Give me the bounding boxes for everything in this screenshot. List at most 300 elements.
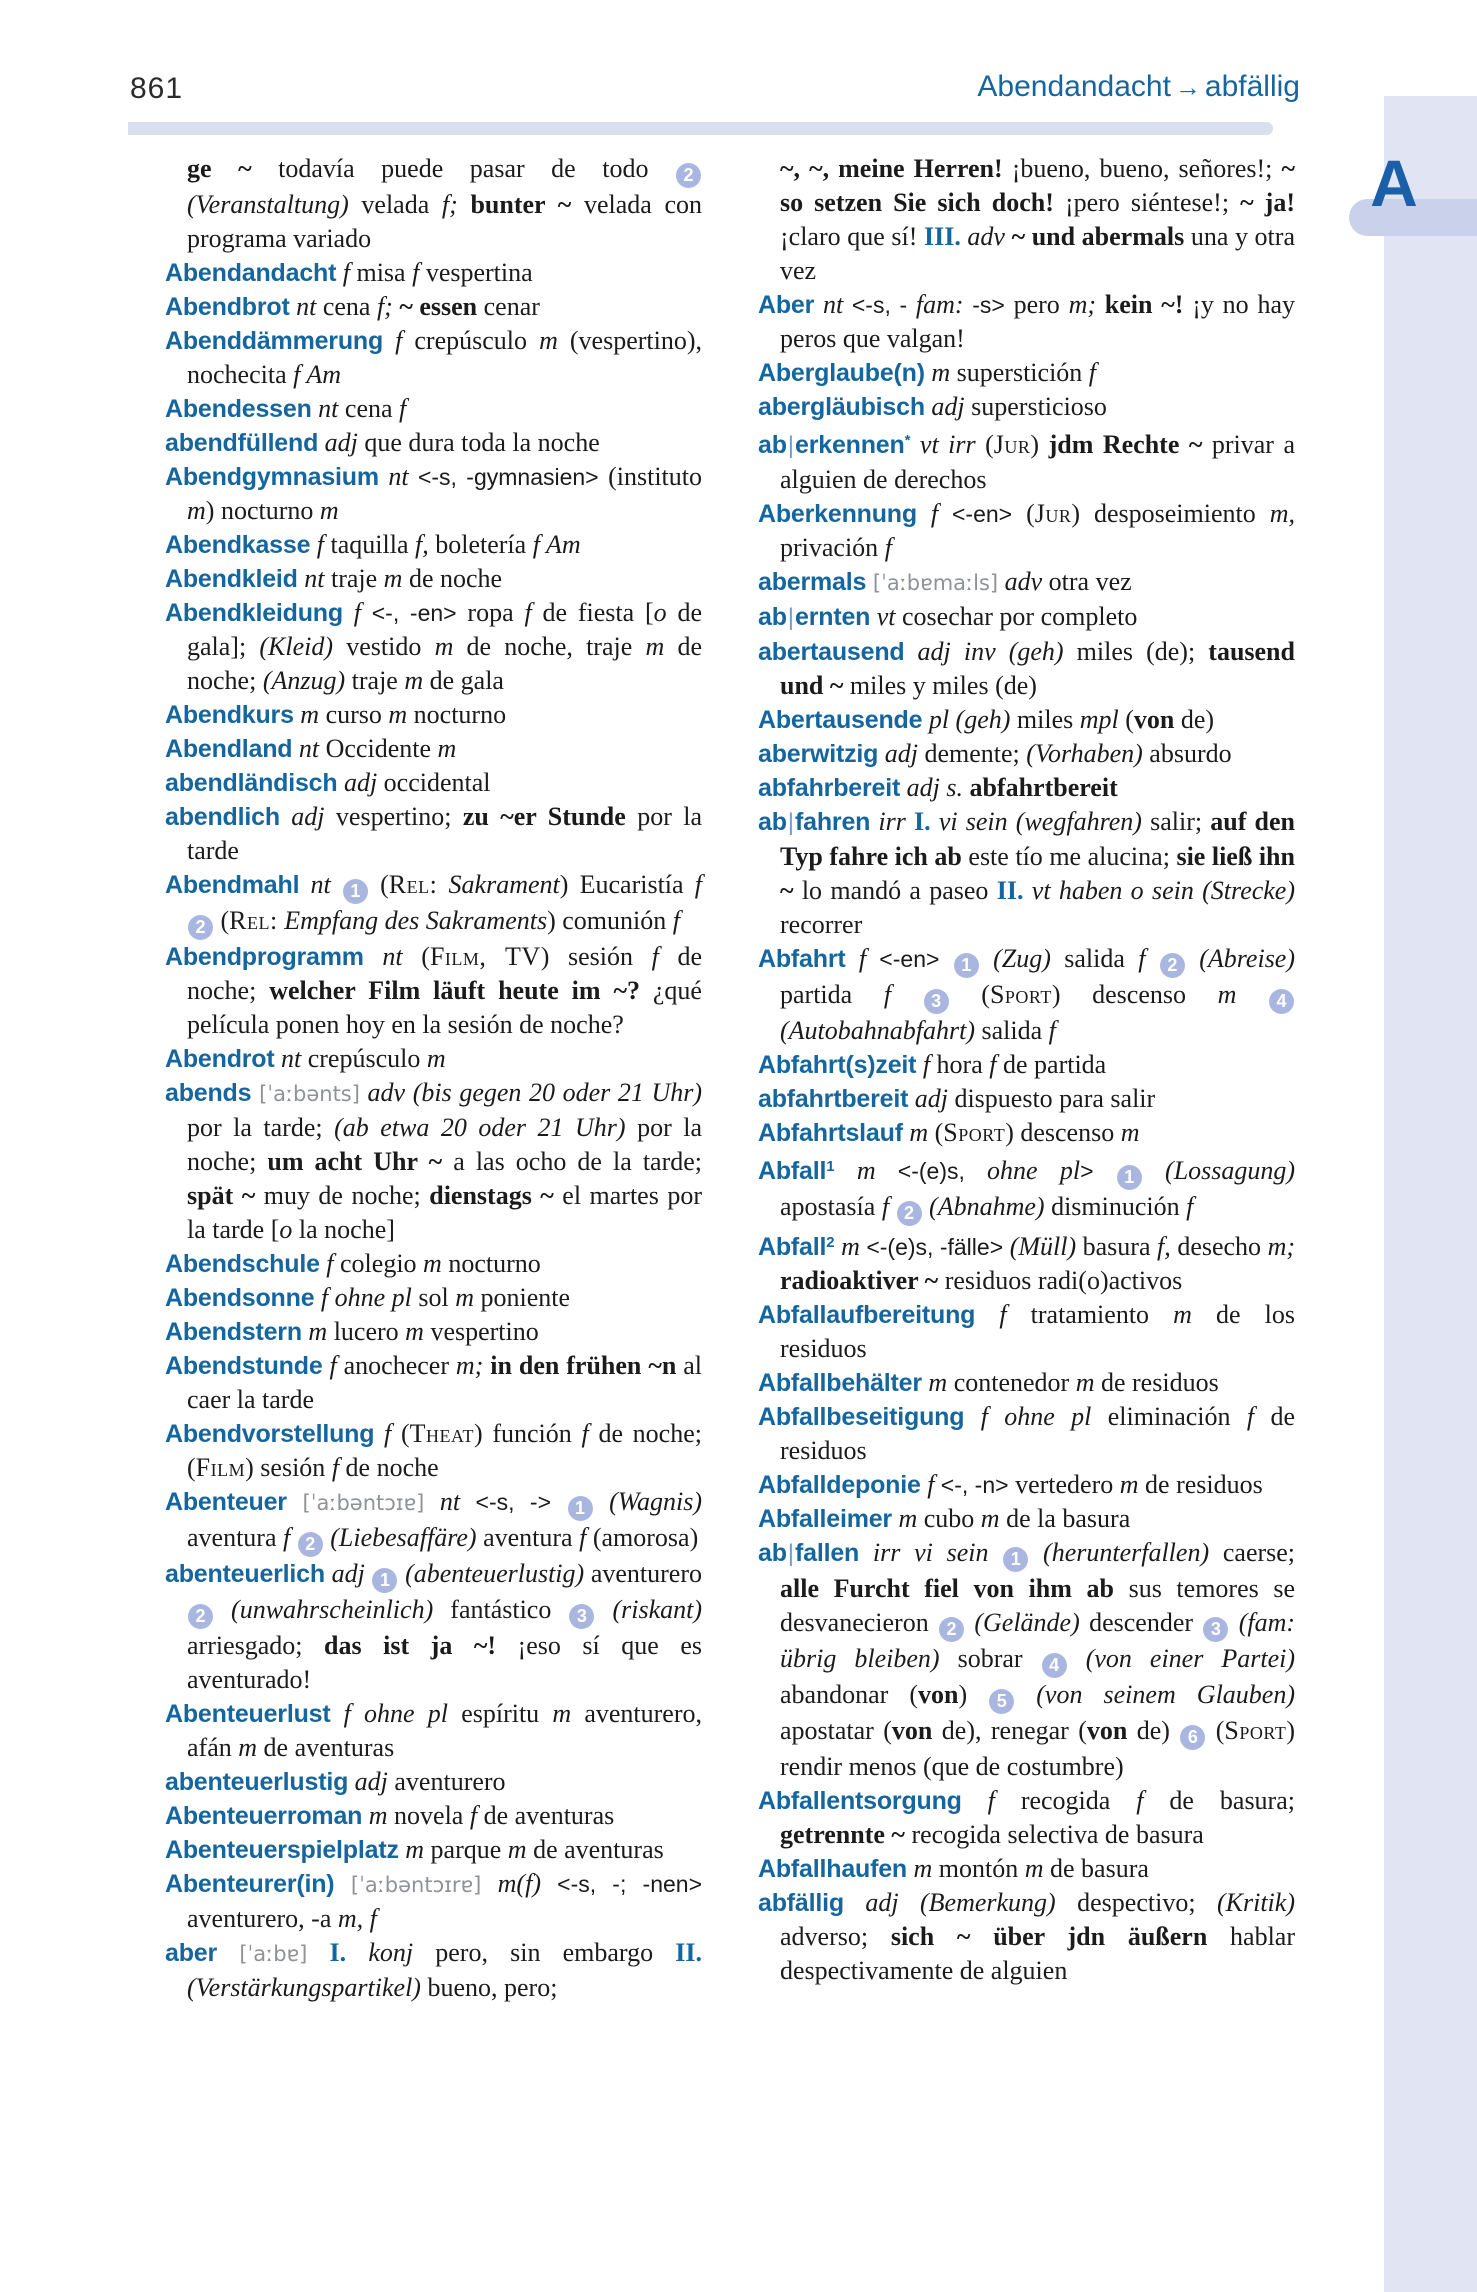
inflection-info: <-s, -gymnasien> bbox=[408, 464, 599, 490]
translation-text: Occidente bbox=[319, 734, 438, 763]
dictionary-entry bbox=[165, 1315, 702, 1349]
grammar-label: m bbox=[1075, 1368, 1095, 1397]
grammar-label: m bbox=[834, 1232, 860, 1261]
sense-gloss: (Vorhaben) bbox=[1026, 739, 1143, 768]
translation-text: recogida bbox=[994, 1786, 1137, 1815]
grammar-label: m bbox=[301, 1317, 328, 1346]
translation-text: la noche] bbox=[292, 1215, 395, 1244]
sense-gloss: fam: bbox=[915, 290, 964, 319]
roman-numeral: II. bbox=[996, 876, 1024, 905]
headword: ab bbox=[758, 603, 787, 631]
headword: Abendsonne bbox=[165, 1284, 315, 1312]
translation-text: montón bbox=[932, 1854, 1025, 1883]
sense-gloss: (Kleid) bbox=[259, 632, 334, 661]
grammar-label: ohne pl bbox=[987, 1156, 1081, 1185]
translation-text: ) bbox=[958, 1680, 989, 1709]
guide-word-to: abfällig bbox=[1204, 70, 1300, 103]
translation-text: dispuesto para salir bbox=[947, 1084, 1156, 1113]
grammar-label: f bbox=[283, 1523, 291, 1552]
translation-text: novela bbox=[387, 1801, 470, 1830]
translation-text: apostatar ( bbox=[780, 1716, 892, 1745]
grammar-label: m bbox=[907, 1854, 933, 1883]
sense-number-badge: 3 bbox=[1203, 1617, 1228, 1642]
header-rule bbox=[128, 122, 1273, 135]
dictionary-entry bbox=[758, 1852, 1295, 1886]
dictionary-entry bbox=[165, 324, 702, 392]
inflection-info: <-s, -; -nen> bbox=[540, 1871, 702, 1897]
translation-text: pero bbox=[1004, 290, 1069, 319]
sense-gloss: (Müll) bbox=[1009, 1232, 1077, 1261]
example-phrase: von bbox=[918, 1680, 959, 1709]
translation-text: de) bbox=[1127, 1716, 1180, 1745]
translation-text: despectivo; bbox=[1055, 1888, 1217, 1917]
translation-text: miles bbox=[1010, 705, 1080, 734]
translation-text: curso bbox=[319, 700, 389, 729]
dictionary-entry bbox=[165, 1349, 702, 1417]
grammar-label: m, f bbox=[337, 1904, 377, 1933]
headword: abendlich bbox=[165, 803, 280, 831]
grammar-label: f bbox=[1186, 1192, 1194, 1221]
headword: Abfallentsorgung bbox=[758, 1787, 962, 1815]
grammar-label: f bbox=[961, 1786, 995, 1815]
headword-divider: | bbox=[787, 1540, 795, 1567]
dictionary-entry bbox=[165, 1697, 702, 1765]
dictionary-entry bbox=[165, 1042, 702, 1076]
grammar-label: f bbox=[884, 533, 892, 562]
translation-text: de basura; bbox=[1143, 1786, 1295, 1815]
subject-label: Jur bbox=[1034, 499, 1072, 528]
translation-text: bueno, pero; bbox=[420, 1973, 558, 2002]
dictionary-entry bbox=[758, 1150, 1295, 1226]
example-phrase: alle Furcht fiel von ihm ab bbox=[780, 1574, 1114, 1603]
translation-text: ) función bbox=[474, 1419, 582, 1448]
dictionary-entry bbox=[758, 1502, 1295, 1536]
translation-text: vespertino; bbox=[324, 802, 463, 831]
headword-superscript: 2 bbox=[826, 1234, 835, 1251]
grammar-label: f bbox=[524, 598, 532, 627]
grammar-label: adj inv bbox=[904, 637, 996, 666]
sense-number-badge: 6 bbox=[1180, 1725, 1205, 1750]
sense-gloss: (von seinem Glauben) bbox=[1036, 1680, 1295, 1709]
example-phrase: zu ~er Stunde bbox=[462, 802, 626, 831]
example-phrase: ~, ~, meine Herren! bbox=[780, 154, 1003, 183]
translation-text: de gala bbox=[423, 666, 504, 695]
translation-text: crepúsculo bbox=[402, 326, 540, 355]
phonetic-transcription: [ˈaːbɐ] bbox=[217, 1942, 308, 1966]
dictionary-entry bbox=[758, 703, 1295, 737]
translation-text: residuos radi(o)activos bbox=[938, 1266, 1183, 1295]
translation-text: este tío me alucina; bbox=[961, 842, 1177, 871]
grammar-label: m bbox=[293, 700, 320, 729]
sense-number-badge: 5 bbox=[989, 1689, 1014, 1714]
translation-text bbox=[980, 944, 993, 973]
grammar-label: adv bbox=[359, 1078, 406, 1107]
sense-gloss: (bis gegen 20 oder 21 Uhr) bbox=[405, 1078, 703, 1107]
sense-gloss: o bbox=[279, 1215, 293, 1244]
sense-gloss: (Liebesaffäre) bbox=[330, 1523, 477, 1552]
sense-gloss: (Anzug) bbox=[262, 666, 346, 695]
dictionary-entry bbox=[758, 1226, 1295, 1298]
translation-text: de noche bbox=[402, 564, 503, 593]
headword: Abfallbehälter bbox=[758, 1369, 922, 1397]
subject-label: Sport bbox=[1224, 1716, 1287, 1745]
translation-text: de aventuras bbox=[257, 1733, 395, 1762]
dictionary-entry bbox=[165, 1799, 702, 1833]
dictionary-entry bbox=[165, 290, 702, 324]
sense-gloss: (Kritik) bbox=[1216, 1888, 1295, 1917]
example-phrase: kein ~! bbox=[1096, 290, 1184, 319]
translation-text: traje bbox=[345, 666, 405, 695]
headword: Abertausende bbox=[758, 706, 923, 734]
translation-text: de), renegar ( bbox=[932, 1716, 1087, 1745]
subject-label: Sport bbox=[943, 1118, 1006, 1147]
headword: Abendland bbox=[165, 735, 293, 763]
translation-text: pero, sin embargo bbox=[413, 1938, 676, 1967]
translation-text: ) rendir menos (que de costumbre) bbox=[780, 1716, 1295, 1781]
translation-text: ( bbox=[928, 1118, 944, 1147]
grammar-label: f bbox=[310, 530, 325, 559]
headword: Abendmahl bbox=[165, 871, 300, 899]
translation-text: apostasía bbox=[780, 1192, 882, 1221]
example-phrase: sich ~ über jdn äußern bbox=[890, 1922, 1208, 1951]
grammar-label: f; bbox=[441, 190, 458, 219]
grammar-label: m bbox=[398, 1835, 425, 1864]
sense-gloss: (Wagnis) bbox=[609, 1487, 703, 1516]
grammar-label: nt bbox=[289, 292, 317, 321]
dictionary-entry bbox=[758, 1116, 1295, 1150]
dictionary-entry bbox=[758, 805, 1295, 942]
headword: Aber bbox=[758, 291, 815, 319]
grammar-label: vi sein bbox=[930, 807, 1008, 836]
translation-text: sol bbox=[411, 1283, 456, 1312]
grammar-label: m bbox=[238, 1733, 258, 1762]
dictionary-entry bbox=[758, 390, 1295, 424]
headword: ab bbox=[758, 808, 787, 836]
grammar-label: m bbox=[891, 1504, 918, 1533]
sense-gloss: Empfang des Sakraments bbox=[277, 906, 548, 935]
headword-superscript: * bbox=[904, 432, 911, 449]
headword-divider: | bbox=[787, 809, 795, 836]
translation-text: ) sesión bbox=[540, 942, 652, 971]
headword: abfällig bbox=[758, 1889, 844, 1917]
headword: aber bbox=[165, 1939, 218, 1967]
subject-label: Jur bbox=[993, 430, 1031, 459]
grammar-label: m bbox=[1119, 1470, 1139, 1499]
grammar-label: m bbox=[437, 734, 457, 763]
dictionary-entry bbox=[165, 698, 702, 732]
translation-text: crepúsculo bbox=[301, 1044, 427, 1073]
sense-gloss: o bbox=[653, 598, 667, 627]
translation-text: de residuos bbox=[780, 1402, 1295, 1465]
translation-text: contenedor bbox=[947, 1368, 1076, 1397]
grammar-label: m bbox=[319, 496, 339, 525]
example-phrase: von bbox=[1133, 705, 1175, 734]
dictionary-entry bbox=[758, 1082, 1295, 1116]
inflection-info: > bbox=[1080, 1158, 1094, 1184]
translation-text: ropa bbox=[456, 598, 525, 627]
translation-text: de los residuos bbox=[780, 1300, 1295, 1363]
grammar-label: m; bbox=[1267, 1232, 1296, 1261]
thumb-tab-letter: A bbox=[1370, 146, 1418, 220]
dictionary-entry bbox=[758, 1400, 1295, 1468]
headword: Abenteuer bbox=[165, 1488, 287, 1516]
example-phrase: tausend und ~ bbox=[780, 637, 1295, 700]
example-phrase: von bbox=[891, 1716, 933, 1745]
sense-number-badge: 2 bbox=[897, 1201, 922, 1226]
example-phrase: in den frühen ~n bbox=[483, 1351, 677, 1380]
dictionary-entry bbox=[758, 356, 1295, 390]
dictionary-entry bbox=[758, 1298, 1295, 1366]
translation-text: por la tarde; bbox=[187, 1113, 335, 1142]
translation-text bbox=[965, 1608, 974, 1637]
grammar-label: m bbox=[921, 1368, 948, 1397]
sense-number-badge: 1 bbox=[1003, 1547, 1028, 1572]
translation-text bbox=[1143, 1156, 1165, 1185]
dictionary-entry bbox=[758, 1366, 1295, 1400]
dictionary-entry bbox=[758, 600, 1295, 635]
dictionary-entry bbox=[165, 868, 702, 940]
translation-text: de la basura bbox=[999, 1504, 1131, 1533]
grammar-label: f bbox=[336, 258, 350, 287]
subject-label: Rel: bbox=[388, 870, 438, 899]
dictionary-entry bbox=[165, 460, 702, 528]
translation-text: hablar despectivamente de alguien bbox=[780, 1922, 1295, 1985]
grammar-label: m bbox=[902, 1118, 929, 1147]
translation-text bbox=[1236, 980, 1268, 1009]
headword: Abendvorstellung bbox=[165, 1420, 375, 1448]
dictionary-entry bbox=[165, 1765, 702, 1799]
thumb-index-strip bbox=[1384, 96, 1477, 2292]
translation-text: ¡pero siéntese!; bbox=[1053, 188, 1241, 217]
translation-text: recogida selectiva de basura bbox=[904, 1820, 1204, 1849]
headword: Abendrot bbox=[165, 1045, 275, 1073]
translation-text: privación bbox=[780, 533, 885, 562]
grammar-label: f bbox=[916, 1050, 931, 1079]
grammar-label: f bbox=[374, 1419, 392, 1448]
translation-text: caerse; bbox=[1209, 1538, 1296, 1567]
grammar-label: m bbox=[187, 496, 206, 525]
headword-divider: | bbox=[787, 432, 795, 459]
translation-text: de aventuras bbox=[526, 1835, 664, 1864]
sense-gloss: (Autobahnabfahrt) bbox=[780, 1016, 975, 1045]
example-phrase: spät ~ bbox=[187, 1181, 256, 1210]
translation-text bbox=[1015, 1680, 1036, 1709]
translation-text bbox=[594, 1487, 610, 1516]
grammar-label: f bbox=[331, 1453, 340, 1482]
translation-text: aventurero, afán bbox=[187, 1699, 702, 1762]
dictionary-entry bbox=[165, 800, 702, 868]
subject-label: Rel: bbox=[229, 906, 278, 935]
headword: Abfall bbox=[758, 1233, 827, 1261]
translation-text: ( bbox=[214, 906, 230, 935]
grammar-label: m(f) bbox=[481, 1869, 541, 1898]
translation-text: aventura bbox=[476, 1523, 580, 1552]
headword: abfahrbereit bbox=[758, 774, 901, 802]
headword: ab bbox=[758, 431, 787, 459]
translation-text: aventura bbox=[187, 1523, 284, 1552]
translation-text: salida bbox=[1050, 944, 1139, 973]
translation-text: de residuos bbox=[1138, 1470, 1263, 1499]
translation-text: cubo bbox=[917, 1504, 981, 1533]
headword: Abfalldeponie bbox=[758, 1471, 921, 1499]
grammar-label: f bbox=[383, 326, 403, 355]
grammar-label: adj bbox=[843, 1888, 899, 1917]
inflection-info: <-(e)s, bbox=[875, 1158, 988, 1184]
example-phrase: abfahrtbereit bbox=[969, 773, 1118, 802]
headword: Abendessen bbox=[165, 395, 312, 423]
sense-gloss: (von einer Partei) bbox=[1085, 1644, 1296, 1673]
translation-text: el martes por la tarde [ bbox=[187, 1181, 702, 1244]
translation-text: misa bbox=[349, 258, 413, 287]
grammar-label: m bbox=[426, 1044, 446, 1073]
grammar-label: vt haben o sein bbox=[1023, 876, 1194, 905]
headword: Abenddämmerung bbox=[165, 327, 384, 355]
dictionary-entry bbox=[165, 528, 702, 562]
translation-text: vertedero bbox=[1008, 1470, 1120, 1499]
translation-text: de aventuras bbox=[477, 1801, 615, 1830]
translation-text: aventurero bbox=[584, 1559, 702, 1588]
grammar-label: f bbox=[694, 870, 702, 899]
sense-gloss: Am bbox=[539, 530, 581, 559]
translation-text: adverso; bbox=[780, 1922, 891, 1951]
translation-text: descender bbox=[1079, 1608, 1203, 1637]
subject-label: Film, TV bbox=[429, 942, 541, 971]
sense-gloss: Sakrament bbox=[437, 870, 560, 899]
translation-text: ) Eucaristía bbox=[559, 870, 695, 899]
left-column bbox=[165, 152, 702, 2005]
sense-gloss: (Veranstaltung) bbox=[187, 190, 349, 219]
grammar-label: f bbox=[651, 942, 659, 971]
grammar-label: f bbox=[881, 1192, 890, 1221]
translation-text: salir; bbox=[1141, 807, 1211, 836]
sense-gloss: Am bbox=[300, 360, 342, 389]
translation-text: aventurero, -a bbox=[187, 1904, 338, 1933]
headword: ernten bbox=[795, 603, 871, 631]
dictionary-entry bbox=[165, 1867, 702, 1936]
grammar-label: adj bbox=[908, 1084, 948, 1113]
headword: aberwitzig bbox=[758, 740, 879, 768]
grammar-label: f ohne pl bbox=[330, 1699, 449, 1728]
headword: abenteuerlustig bbox=[165, 1768, 349, 1796]
dictionary-entry bbox=[758, 1048, 1295, 1082]
translation-text: (vespertino), nochecita bbox=[187, 326, 703, 389]
grammar-label: vt bbox=[870, 602, 896, 631]
translation-text: ¡bueno, bueno, señores!; bbox=[1002, 154, 1282, 183]
headword: Abfahrt(s)zeit bbox=[758, 1051, 917, 1079]
headword: Abfahrt bbox=[758, 945, 846, 973]
subject-label: Film bbox=[195, 1453, 246, 1482]
translation-text bbox=[1229, 1608, 1238, 1637]
grammar-label: nt bbox=[274, 1044, 302, 1073]
phonetic-transcription: [ˈaːbəntɔɪrɐ] bbox=[334, 1873, 482, 1897]
headword: Aberglaube(n) bbox=[758, 359, 925, 387]
translation-text: parque bbox=[424, 1835, 508, 1864]
sense-number-badge: 3 bbox=[924, 989, 949, 1014]
grammar-label: m bbox=[980, 1504, 1000, 1533]
headword: abenteuerlich bbox=[165, 1560, 325, 1588]
dictionary-entry bbox=[165, 1833, 702, 1867]
translation-text: lucero bbox=[327, 1317, 406, 1346]
grammar-label: f bbox=[916, 499, 939, 528]
headword: fallen bbox=[795, 1539, 860, 1567]
example-phrase: ~ und abermals bbox=[1004, 222, 1185, 251]
grammar-label: f, bbox=[415, 530, 429, 559]
dictionary-entry bbox=[758, 942, 1295, 1048]
translation-text: ( bbox=[1206, 1716, 1225, 1745]
example-phrase: ~ ja! bbox=[1240, 188, 1296, 217]
inflection-info: <-en> bbox=[866, 946, 940, 972]
headword: Abfallhaufen bbox=[758, 1855, 907, 1883]
translation-text: de noche bbox=[339, 1453, 439, 1482]
grammar-label: adj bbox=[924, 392, 965, 421]
grammar-label: m bbox=[388, 700, 408, 729]
dictionary-entry bbox=[758, 1536, 1295, 1784]
dictionary-entry bbox=[758, 152, 1295, 288]
translation-text: tratamiento bbox=[1006, 1300, 1174, 1329]
translation-text: abandonar ( bbox=[780, 1680, 918, 1709]
sense-gloss: (geh) bbox=[995, 637, 1064, 666]
grammar-label: nt bbox=[424, 1487, 461, 1516]
grammar-label: f bbox=[412, 258, 420, 287]
grammar-label: adj bbox=[324, 1559, 365, 1588]
translation-text: de basura bbox=[1043, 1854, 1149, 1883]
translation-text: ) sesión bbox=[245, 1453, 332, 1482]
sense-gloss: (fam: übrig bleiben) bbox=[780, 1608, 1296, 1673]
subject-label: Theat bbox=[409, 1419, 474, 1448]
translation-text: taquilla bbox=[324, 530, 416, 559]
headword: abermals bbox=[758, 568, 867, 596]
grammar-label: m bbox=[423, 1249, 442, 1278]
grammar-label: nt bbox=[297, 564, 325, 593]
translation-text: otra vez bbox=[1042, 567, 1132, 596]
translation-text: sus temores se desvanecieron bbox=[780, 1574, 1295, 1637]
headword: abendländisch bbox=[165, 769, 338, 797]
translation-text: nocturno bbox=[441, 1249, 541, 1278]
translation-text: de noche; ( bbox=[187, 1419, 702, 1482]
grammar-label: f bbox=[319, 1249, 334, 1278]
grammar-label: m bbox=[404, 666, 424, 695]
grammar-label: nt bbox=[378, 462, 409, 491]
translation-text: ( bbox=[1012, 499, 1035, 528]
grammar-label: f ohne pl bbox=[314, 1283, 412, 1312]
headword: Abfalleimer bbox=[758, 1505, 892, 1533]
grammar-label: f bbox=[293, 360, 301, 389]
headword: erkennen bbox=[795, 431, 905, 459]
translation-text: miles y miles (de) bbox=[843, 671, 1037, 700]
headword: Abendkurs bbox=[165, 701, 294, 729]
inflection-info: -s> bbox=[963, 292, 1005, 318]
headword-divider: | bbox=[787, 604, 795, 631]
translation-text bbox=[989, 1538, 1003, 1567]
translation-text: por la noche; bbox=[187, 1113, 702, 1176]
translation-text bbox=[939, 944, 952, 973]
dictionary-entry bbox=[758, 737, 1295, 771]
translation-text: ( bbox=[1118, 705, 1134, 734]
grammar-label: vt irr bbox=[910, 430, 976, 459]
grammar-label: f ohne pl bbox=[964, 1402, 1092, 1431]
grammar-label: konj bbox=[346, 1938, 414, 1967]
grammar-label: f bbox=[989, 1050, 997, 1079]
translation-text: de fiesta [ bbox=[531, 598, 654, 627]
translation-text: partida bbox=[780, 980, 884, 1009]
grammar-label: f bbox=[469, 1801, 478, 1830]
translation-text: salida bbox=[975, 1016, 1049, 1045]
translation-text bbox=[551, 1487, 567, 1516]
sense-gloss: (Gelände) bbox=[974, 1608, 1080, 1637]
headword: ab bbox=[758, 1539, 787, 1567]
grammar-label: adj bbox=[279, 802, 325, 831]
dictionary-entry bbox=[165, 426, 702, 460]
